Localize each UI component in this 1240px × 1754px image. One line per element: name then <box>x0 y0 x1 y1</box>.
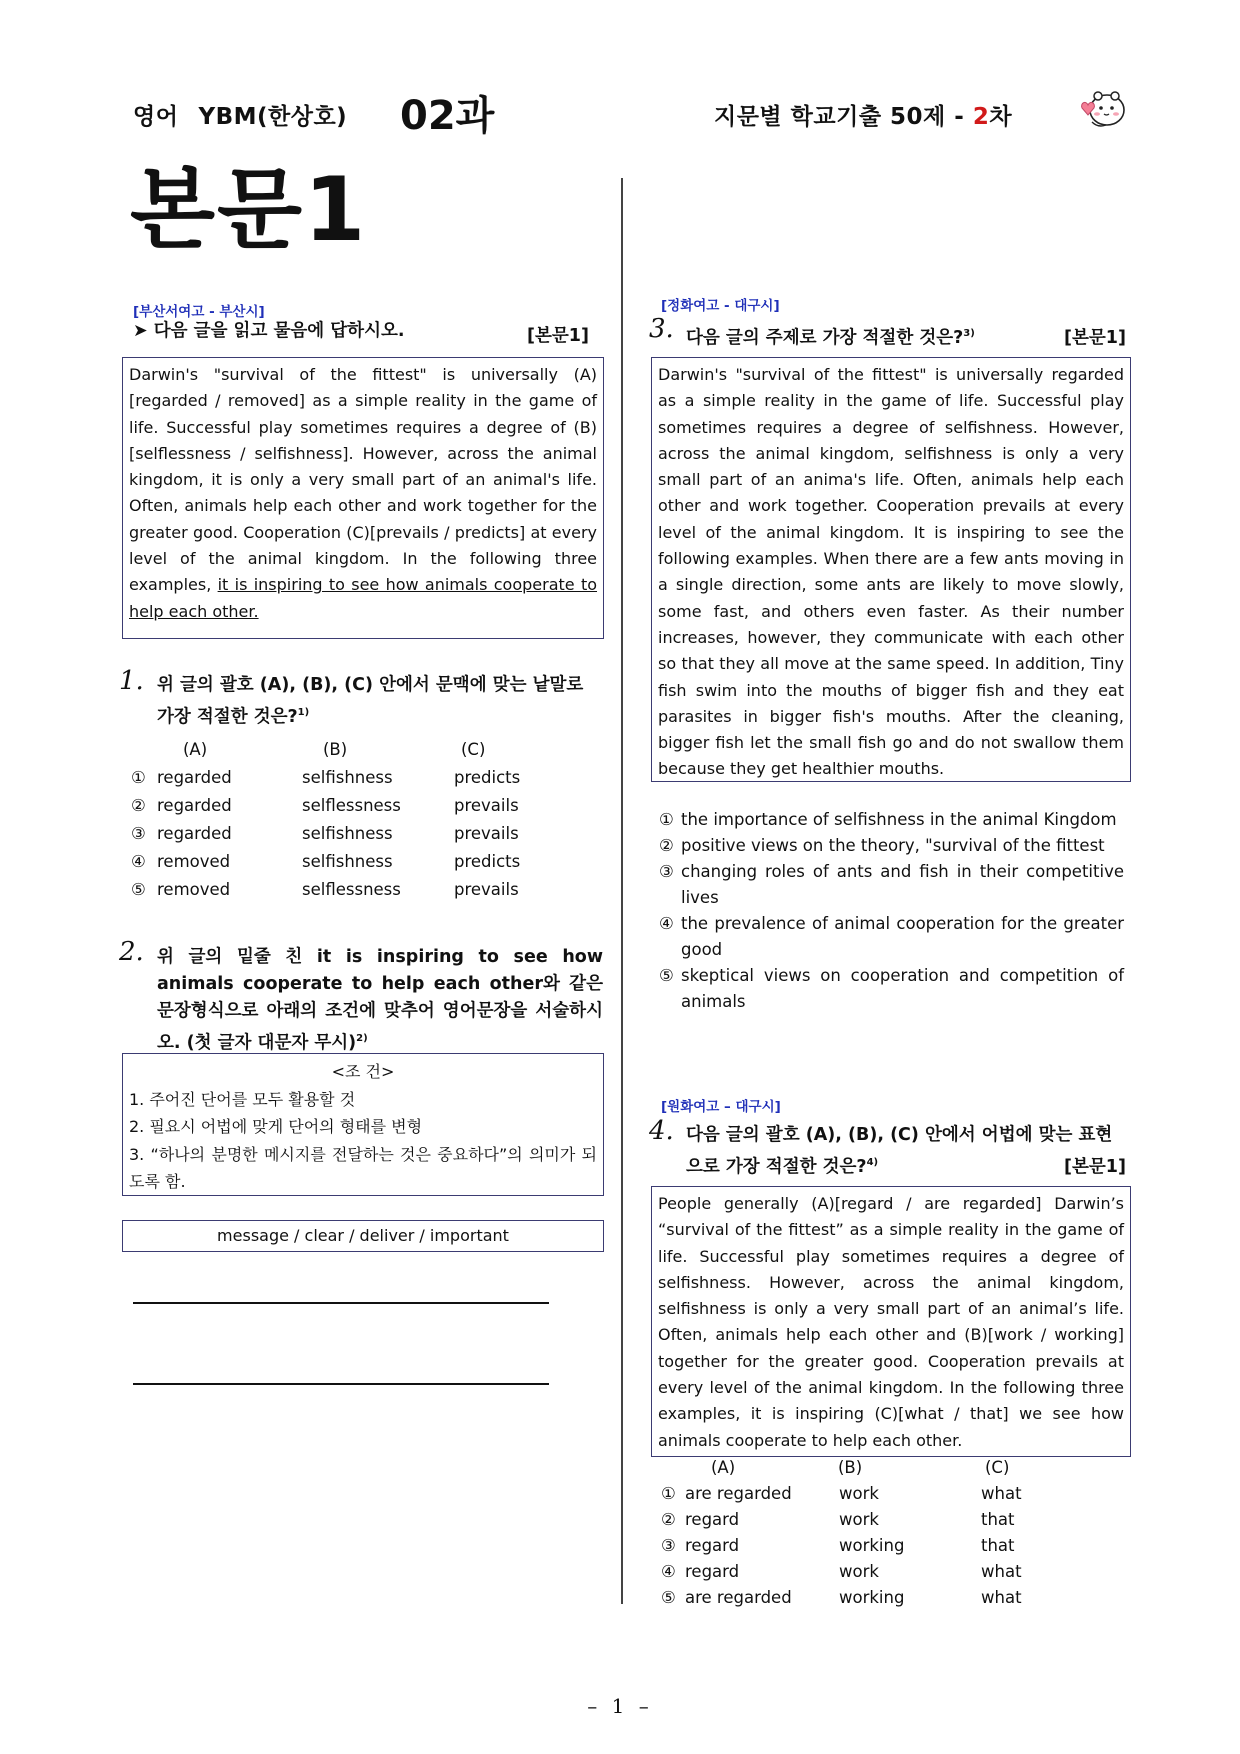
col-header-b: (B) <box>838 1458 863 1477</box>
options-header-row <box>661 1455 1022 1481</box>
footnote-ref-3: 3) <box>963 328 975 339</box>
footnote-ref-1: 1) <box>297 707 310 718</box>
question-2-text <box>157 944 603 1057</box>
col-header-a: (A) <box>183 740 208 759</box>
option-b: selfishness <box>302 824 393 843</box>
answer-option[interactable] <box>659 911 1124 963</box>
condition-item: 2. 필요시 어법에 맞게 단어의 형태를 변형 <box>129 1117 423 1136</box>
section-tag: [본문1] <box>1064 328 1126 348</box>
header-subject: 영어 <box>133 104 179 130</box>
passage-underlined: it is inspiring to see how animals cooperate to help each other. <box>129 575 598 621</box>
option-marker: ② <box>131 796 146 815</box>
option-a: regarded <box>157 768 232 787</box>
question-3-prompt: 다음 글의 주제로 가장 적절한 것은? <box>686 327 964 348</box>
answer-option[interactable] <box>659 963 1124 1015</box>
option-marker: ⑤ <box>661 1588 676 1607</box>
answer-option[interactable] <box>661 1507 1022 1533</box>
option-marker: ④ <box>131 852 146 871</box>
passage-box-1 <box>122 357 604 639</box>
option-marker: ② <box>661 1510 676 1529</box>
col-header-c: (C) <box>985 1458 1010 1477</box>
answer-option[interactable] <box>659 859 1124 911</box>
answer-option[interactable] <box>131 792 520 820</box>
option-a: regard <box>685 1510 740 1529</box>
answer-option[interactable] <box>661 1585 1022 1611</box>
option-c: prevails <box>454 796 519 815</box>
header-round-suffix: 차 <box>989 104 1013 130</box>
option-marker: ③ <box>659 862 674 881</box>
question-number-1: 1. <box>119 666 144 696</box>
options-header-row <box>131 736 520 764</box>
option-text: the prevalence of animal cooperation for the greater good <box>681 914 1124 959</box>
given-words: message / clear / deliver / important <box>217 1226 509 1245</box>
option-marker: ④ <box>661 1562 676 1581</box>
footnote-ref-4: 4) <box>866 1157 879 1168</box>
section-tag: [본문1] <box>1064 1157 1126 1177</box>
option-marker: ② <box>659 836 674 855</box>
answer-option[interactable] <box>661 1559 1022 1585</box>
passage-box-4 <box>651 1186 1131 1457</box>
option-c: predicts <box>454 852 521 871</box>
option-c: prevails <box>454 880 519 899</box>
header-lesson: 02과 <box>400 93 495 139</box>
passage-text-3: Darwin's "survival of the fittest" is universally regarded as a simple reality in the game of life. Successful play sometimes requires a degree of selfishness. However, across the animal kingdom, selfishness is only a very small part of an anima's life. Often, animals help each other and work together. Cooperation prevails at every level of the animal kingdom. It is inspiring to see the following examples. When there are a few ants moving in a single direction, some ants are likely to move slowly, some fast, and others even faster. As their number increases, however, they communicate with each other so that they all move at the same speed. In addition, Tiny fish swim into the mouths of bigger fish and they eat parasites in bigger fish's mouths. After the cleaning, bigger fish let the small fish go and do not swallow them because they get healthier mouths. <box>658 365 1124 779</box>
option-b: work <box>839 1510 879 1529</box>
option-text: the importance of selfishness in the animal Kingdom <box>681 810 1117 829</box>
answer-option[interactable] <box>659 833 1124 859</box>
col-header-c: (C) <box>461 740 486 759</box>
option-c: what <box>981 1484 1022 1503</box>
passage-box-3 <box>651 357 1131 782</box>
answer-option[interactable] <box>661 1481 1022 1507</box>
question-1-text <box>157 672 603 731</box>
question-number-3: 3. <box>649 314 674 344</box>
conditions-title: <조 건> <box>331 1062 395 1081</box>
answer-line[interactable] <box>133 1383 549 1385</box>
option-b: selfishness <box>302 852 393 871</box>
option-c: predicts <box>454 768 521 787</box>
question-2-target-sentence: it is inspiring to see how animals cooperate to help each other <box>157 947 603 994</box>
option-marker: ⑤ <box>659 966 674 985</box>
option-a: are regarded <box>685 1484 792 1503</box>
col-header-a: (A) <box>711 1458 736 1477</box>
option-text: positive views on the theory, "survival of the fittest <box>681 836 1105 855</box>
header-series-prefix: 지문별 학교기출 50제 - <box>714 104 973 130</box>
given-words-box <box>122 1220 604 1252</box>
option-a: are regarded <box>685 1588 792 1607</box>
question-1-prompt: 위 글의 괄호 (A), (B), (C) 안에서 문맥에 맞는 낱말로 가장 적절한 것은? <box>157 675 584 727</box>
option-c: what <box>981 1562 1022 1581</box>
option-b: work <box>839 1484 879 1503</box>
answer-option[interactable] <box>131 848 520 876</box>
question-4-text <box>686 1122 1126 1181</box>
school-label-3: [정화여고 - 대구시] <box>661 298 780 314</box>
question-2-pre: 위 글의 밑줄 친 <box>157 947 317 967</box>
question-number-4: 4. <box>649 1116 674 1146</box>
answer-options-3 <box>659 807 1124 1015</box>
option-marker: ① <box>131 768 146 787</box>
conditions-box <box>122 1053 604 1196</box>
option-a: removed <box>157 852 231 871</box>
condition-item: 1. 주어진 단어를 모두 활용할 것 <box>129 1089 356 1109</box>
option-c: that <box>981 1536 1015 1555</box>
section-tag: [본문1] <box>527 326 589 346</box>
option-marker: ③ <box>131 824 146 843</box>
answer-option[interactable] <box>131 764 520 792</box>
question-2-post: 와 같은 문장형식으로 아래의 조건에 맞추어 영어문장을 서술하시오. (첫 글자 대문자 무시) <box>157 974 603 1053</box>
option-marker: ① <box>661 1484 676 1503</box>
school-label-4: [원화여고 – 대구시] <box>661 1099 781 1115</box>
option-b: selflessness <box>302 796 401 815</box>
passage-text-1: Darwin's "survival of the fittest" is universally (A)[regarded / removed] as a simple reality in the game of life. Successful play sometimes requires a degree of (B)[selflessness / selfishness]. However, across the animal kingdom, it is only a very small part of an animal's life. Often, animals help each other and work together for the greater good. Cooperation (C)[prevails / predicts] at every level of the animal kingdom. In the following three examples, <box>129 365 597 595</box>
mascot-icon <box>1078 84 1128 134</box>
question-3-text <box>686 320 975 352</box>
option-a: regarded <box>157 824 232 843</box>
option-marker: ④ <box>659 914 674 933</box>
option-b: selflessness <box>302 880 401 899</box>
question-number-2: 2. <box>119 937 144 967</box>
answer-option[interactable] <box>661 1533 1022 1559</box>
header-publisher: YBM(한상호) <box>198 104 348 130</box>
header-round-num: 2 <box>972 104 990 130</box>
condition-item: 3. “하나의 분명한 메시지를 전달하는 것은 중요하다”의 의미가 되도록 함. <box>129 1144 597 1191</box>
page-title: 본문1 <box>130 158 368 261</box>
answer-option[interactable] <box>659 807 1124 833</box>
option-marker: ⑤ <box>131 880 146 899</box>
option-marker: ① <box>659 810 674 829</box>
col-header-b: (B) <box>323 740 348 759</box>
answer-line[interactable] <box>133 1302 549 1304</box>
option-a: regarded <box>157 796 232 815</box>
option-b: work <box>839 1562 879 1581</box>
header-series <box>714 98 1012 131</box>
question-4-prompt: 다음 글의 괄호 (A), (B), (C) 안에서 어법에 맞는 표현으로 가장 적절한 것은? <box>686 1125 1113 1177</box>
option-text: skeptical views on cooperation and competition of animals <box>681 966 1124 1011</box>
option-a: regard <box>685 1536 740 1555</box>
answer-options-1 <box>131 736 520 904</box>
answer-option[interactable] <box>131 820 520 848</box>
answer-option[interactable] <box>131 876 520 904</box>
option-a: removed <box>157 880 231 899</box>
option-c: prevails <box>454 824 519 843</box>
column-divider <box>621 178 623 1604</box>
option-c: what <box>981 1588 1022 1607</box>
school-label-1: [부산서여고 - 부산시] <box>133 304 265 320</box>
instruction: ➤ 다음 글을 읽고 물음에 답하시오. <box>133 321 405 341</box>
option-a: regard <box>685 1562 740 1581</box>
option-b: working <box>839 1588 905 1607</box>
option-marker: ③ <box>661 1536 676 1555</box>
option-b: working <box>839 1536 905 1555</box>
option-c: that <box>981 1510 1015 1529</box>
page-number: – 1 – <box>587 1694 653 1718</box>
footnote-ref-2: 2) <box>356 1033 368 1044</box>
option-b: selfishness <box>302 768 393 787</box>
option-text: changing roles of ants and fish in their competitive lives <box>681 862 1124 907</box>
passage-text-4: People generally (A)[regard / are regarded] Darwin’s “survival of the fittest” as a simple reality in the game of life. Successful play sometimes requires a degree of selfishness. However, across the animal kingdom, selfishness is only a very small part of an animal’s life. Often, animals help each other and (B)[work / working] together for the greater good. Cooperation prevails at every level of the animal kingdom. In the following three examples, it is inspiring (C)[what / that] we see how animals cooperate to help each other. <box>658 1194 1124 1450</box>
header-subject-publisher <box>133 98 347 131</box>
answer-options-4 <box>661 1455 1022 1611</box>
